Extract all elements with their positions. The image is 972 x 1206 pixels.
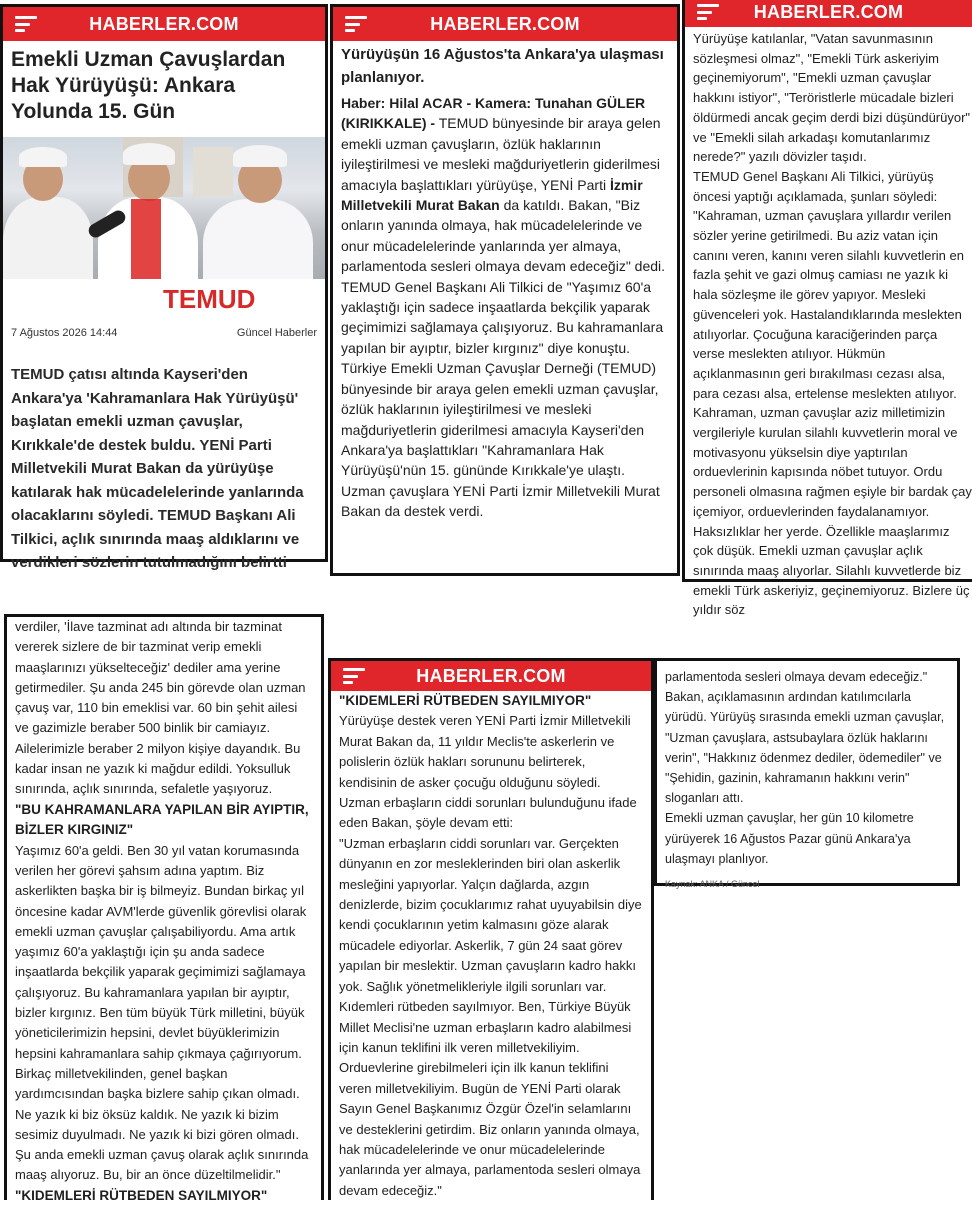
site-logo[interactable]: HABERLER.COM [430,13,580,34]
article-headline: Emekli Uzman Çavuşlardan Hak Yürüyüşü: Ankara Yolunda 15. Gün [11,48,286,123]
article-lead: TEMUD çatısı altında Kayseri'den Ankara'ya 'Kahramanlara Hak Yürüyüşü' başlatan emekli uzman çavuşlar, Kırıkkale'de destek buldu. YENİ Parti Milletvekili Murat Bakan da yürüyüşe katılarak hak mücadelelerinde yanlarında olacaklarını söyledi. TEMUD Başkanı Ali Tilkici, açlık sınırında maaş aldıklarını ve verdikleri sözlerin tutulmadığını belirtti [11,366,304,571]
hamburger-menu-icon[interactable] [345,16,367,32]
site-header [685,0,972,27]
article-body [341,93,669,358]
body-paragraph: Türkiye Emekli Uzman Çavuşlar Derneği (TEMUD) bünyesinde bir araya gelen emekli uzman çavuşlar, özlük haklarının iyileştirilmesi ve mesleki mağduriyetlerin giderilmesi amacıyla Kayseri'den Ankara'ya başlattıkları "Kahramanlara Hak Yürüyüşü'nün 15. gününde Kırıkkale'ye ulaştı. Uzman çavuşlara YENİ Parti İzmir Milletvekili Murat Bakan da destek verdi. [341,360,660,520]
body-paragraph: Yürüyüşe katılanlar, "Vatan savunmasının sözleşmesi olmaz", "Emekli Türk askeriyim geçinemiyorum", "Emekli uzman çavuşlar hakkını istiyor", "Teröristlerle mücadale bizleri öldürmedi ancak geçim derdi bizi düşündürüyor" ve "Emekli silah arkadaşı komutanlarımız nerede?" yazılı dövizler taşıdı. [693,31,971,165]
site-header [333,7,677,41]
article-panel-2 [330,4,680,576]
hamburger-menu-icon[interactable] [343,668,365,684]
article-panel-5 [328,658,654,1200]
category-label[interactable]: Güncel Haberler [236,327,317,339]
photo-banner: TEMUD [3,279,325,313]
article-panel-6 [654,658,960,890]
article-photo [3,137,325,313]
body-paragraph: Bakan, açıklamasının ardından katılımcılarla yürüdü. Yürüyüş sırasında emekli uzman çavuşlar, "Uzman çavuşlara, astsubaylara özlük haklarını verin", "Hakkınız ödenmez dediler, ödemediler" ve "Şehidin, gazinin, kahramanın hakkını verin" sloganları attı. [665,690,945,806]
site-header [331,661,651,691]
body-paragraph: Yürüyüşe destek veren YENİ Parti İzmir Milletvekili Murat Bakan da, 11 yıldır Meclis'te askerlerin ve polislerin özlük hakları sorununu belirterek, kendisinin de asker çocuğu olduğunu söyledi. [339,713,631,790]
byline: Haber: Hilal ACAR - Kamera: Tunahan GÜLER (KIRIKKALE) - [341,95,646,132]
article-panel-1 [0,4,328,571]
hamburger-menu-icon[interactable] [15,16,37,32]
body-text: da katıldı. Bakan, "Biz onların yanında olmaya, hak mücadelelerinde ve onur mücadelelerinde yanlarında yer almaya, parlamentoda sesleri olmaya devam edeceğiz" dedi. TEMUD Genel Başkanı Ali Tilkici de "Yaşımız 60'a yaklaştığı için sadece inşaatlarda bekçilik yaparak geçimimizi sağlamaya çalışıyoruz. Bu kahramanlara yapılan bir ayıptır, bizler kırgınız" diye konuştu. [341,197,666,356]
source-credit: Kaynak: ANKA / Güncel [665,879,760,890]
body-paragraph: TEMUD Genel Başkanı Ali Tilkici, yürüyüş öncesi yaptığı açıklamada, şunları söyledi: [693,168,938,204]
hamburger-menu-icon[interactable] [697,4,719,20]
site-logo[interactable]: HABERLER.COM [89,13,239,34]
mp-name: İzmir Milletvekili Murat Bakan [341,176,643,214]
section-heading: "KIDEMLERİ RÜTBEDEN SAYILMIYOR" [15,1187,268,1203]
quote-paragraph: Yaşımız 60'a geldi. Ben 30 yıl vatan korumasında verilen her görevi şahsım adına yaptım. Biz askerlikten başka bir iş bilmeyiz. Bundan birkaç yıl öncesine kadar AVM'lerde güvenlik görevlisi olarak emekli uzman çavuşlar çalışabiliyordu. Ama artık yaşımız 60'a yaklaştığı için şu anda sadece inşaatlarda bekçilik yaparak geçimimizi sağlamaya çalışıyoruz. Bu kahramanlara yapılan bir ayıptır, bizler kırgınız. Ben tüm büyük Türk milletini, büyük yöneticilerimizin hepsini, devlet büyüklerimizin hepsini kahramanlara sahip çıkmaya çağırıyorum. Birkaç milletvekilinden, genel başkan yardımcısından başka bizlere sahip çıkan olmadı. Ne yazık ki biz öksüz kaldık. Ne yazık ki bizim sesimiz duyulmadı. Ne yazık ki bizi gören olmadı. Şu anda emekli uzman çavuş olarak açlık sınırında maaş alıyoruz. Bu, bir an önce düzeltilmelidir." [15,842,309,1183]
article-meta [3,313,325,339]
site-header [3,7,325,41]
body-text: TEMUD bünyesinde bir araya gelen emekli uzman çavuşların, özlük haklarının iyileştirilmesi ve mesleki mağduriyetlerin giderilmesi amacıyla başlattıkları yürüyüşe, YENİ Parti [341,115,661,193]
section-heading: "BU KAHRAMANLARA YAPILAN BİR AYIPTIR, BİZLER KIRGINIZ" [15,801,309,838]
quote-paragraph: "Kahraman, uzman çavuşlara yıllardır verilen sözler yerine getirilmedi. Bu aziz vatan için canını veren, kanını veren silahlı kuvvetlerin en fazla şehit ve gazi olmuş camiası ne yazık ki hala sözleşme ile görev yapıyor. Mesleki güvenceleri yok. Hastalandıklarında meslekten atılıyorlar. Çocuğuna karaciğerinden parça verse meslekten atılıyor. Hükmün açıklanmasının geri bırakılması cezası alsa, para cezası alsa, ertelense meslekten atılıyor. Kahraman, uzman çavuşlar aziz milletimizin vergileriyle kurulan silahlı kuvvetlerin moral ve motivasyonu yükselsin diye yaptırılan orduevlerinin kapısında nöbet tutuyor. Ordu personeli olmasına rağmen eşiyle bir bardak çay içemiyor, orduevlerinden faydalanamıyor. Haksızlıklar her yerde. Özellikle maaşlarımız çok düşük. Emekli uzman çavuşlar açlık sınırında maaş alıyorlar. Silahlı kuvvetlerde biz emekli Türk askeriyiz, geçinemiyoruz. Bizlere üç yıldır söz [693,208,972,618]
quote-end: parlamentoda sesleri olmaya devam edeceğiz." [665,670,928,684]
body-paragraph: Emekli uzman çavuşlar, her gün 10 kilometre yürüyerek 16 Ağustos Pazar günü Ankara'ya ulaşmayı planlıyor. [665,811,914,866]
article-panel-4 [4,614,324,1203]
publish-date: 7 Ağustos 2026 14:44 [11,327,118,339]
site-logo[interactable]: HABERLER.COM [753,1,904,22]
quote-paragraph: "Uzman erbaşların ciddi sorunları var. Gerçekten dünyanın en zor mesleklerinden biri olan askerlik mesleğini yapıyorlar. Yalçın dağlarda, azgın denizlerde, bizim çocuklarımız rahat uyuyabilsin diye kendi çocuklarının yetim kalmasını göze alarak mücadele ediyorlar. Askerlik, 7 gün 24 saat görev yapılan bir meslektir. Uzman çavuşların kadro hakkı yok. Sağlık yönetmelikleriyle ilgili sorunları var. Kıdemleri rütbeden sayılmıyor. Ben, Türkiye Büyük Millet Meclisi'ne uzman erbaşların kadro alabilmesi için kanun teklifini ilk veren milletvekiliyim. Orduevlerine girebilmeleri için ilk kanun teklifini veren milletvekiliyim. Bugün de YENİ Parti olarak Sayın Genel Başkanımız Özgür Özel'in selamlarını ve desteklerini getirdim. Biz onların yanında olmaya, hak mücadelelerinde ve onur mücadelelerinde yanlarında yer almaya, parlamentoda sesleri olmaya devam edeceğiz." [339,835,642,1198]
section-heading: "KIDEMLERİ RÜTBEDEN SAYILMIYOR" [339,693,592,708]
body-paragraph: verdiler, 'İlave tazminat adı altında bir tazminat vererek sizlere de bir tazminat verip emekli maaşlarınızı yükselteceğiz' dediler ama yerine getirmediler. Şu anda 245 bin görevde olan uzman çavuş var, 110 bin emeklisi var. 60 bin şehit ailesi ve gazimizle beraber 500 binlik bir camiayız. Ailelerimizle beraber 2 milyon kişiye dayandık. Bu kadar insan ne yazık ki mağdur edildi. Yoksulluk sınırında, açlık sınırında, sefaletle yaşıyoruz. [15,619,306,797]
site-logo[interactable]: HABERLER.COM [416,665,566,686]
body-paragraph: Uzman erbaşların ciddi sorunları bulunduğunu ifade eden Bakan, şöyle devam etti: [339,795,637,831]
article-panel-3 [682,0,972,618]
article-subhead: Yürüyüşün 16 Ağustos'ta Ankara'ya ulaşması planlanıyor. [341,46,664,86]
